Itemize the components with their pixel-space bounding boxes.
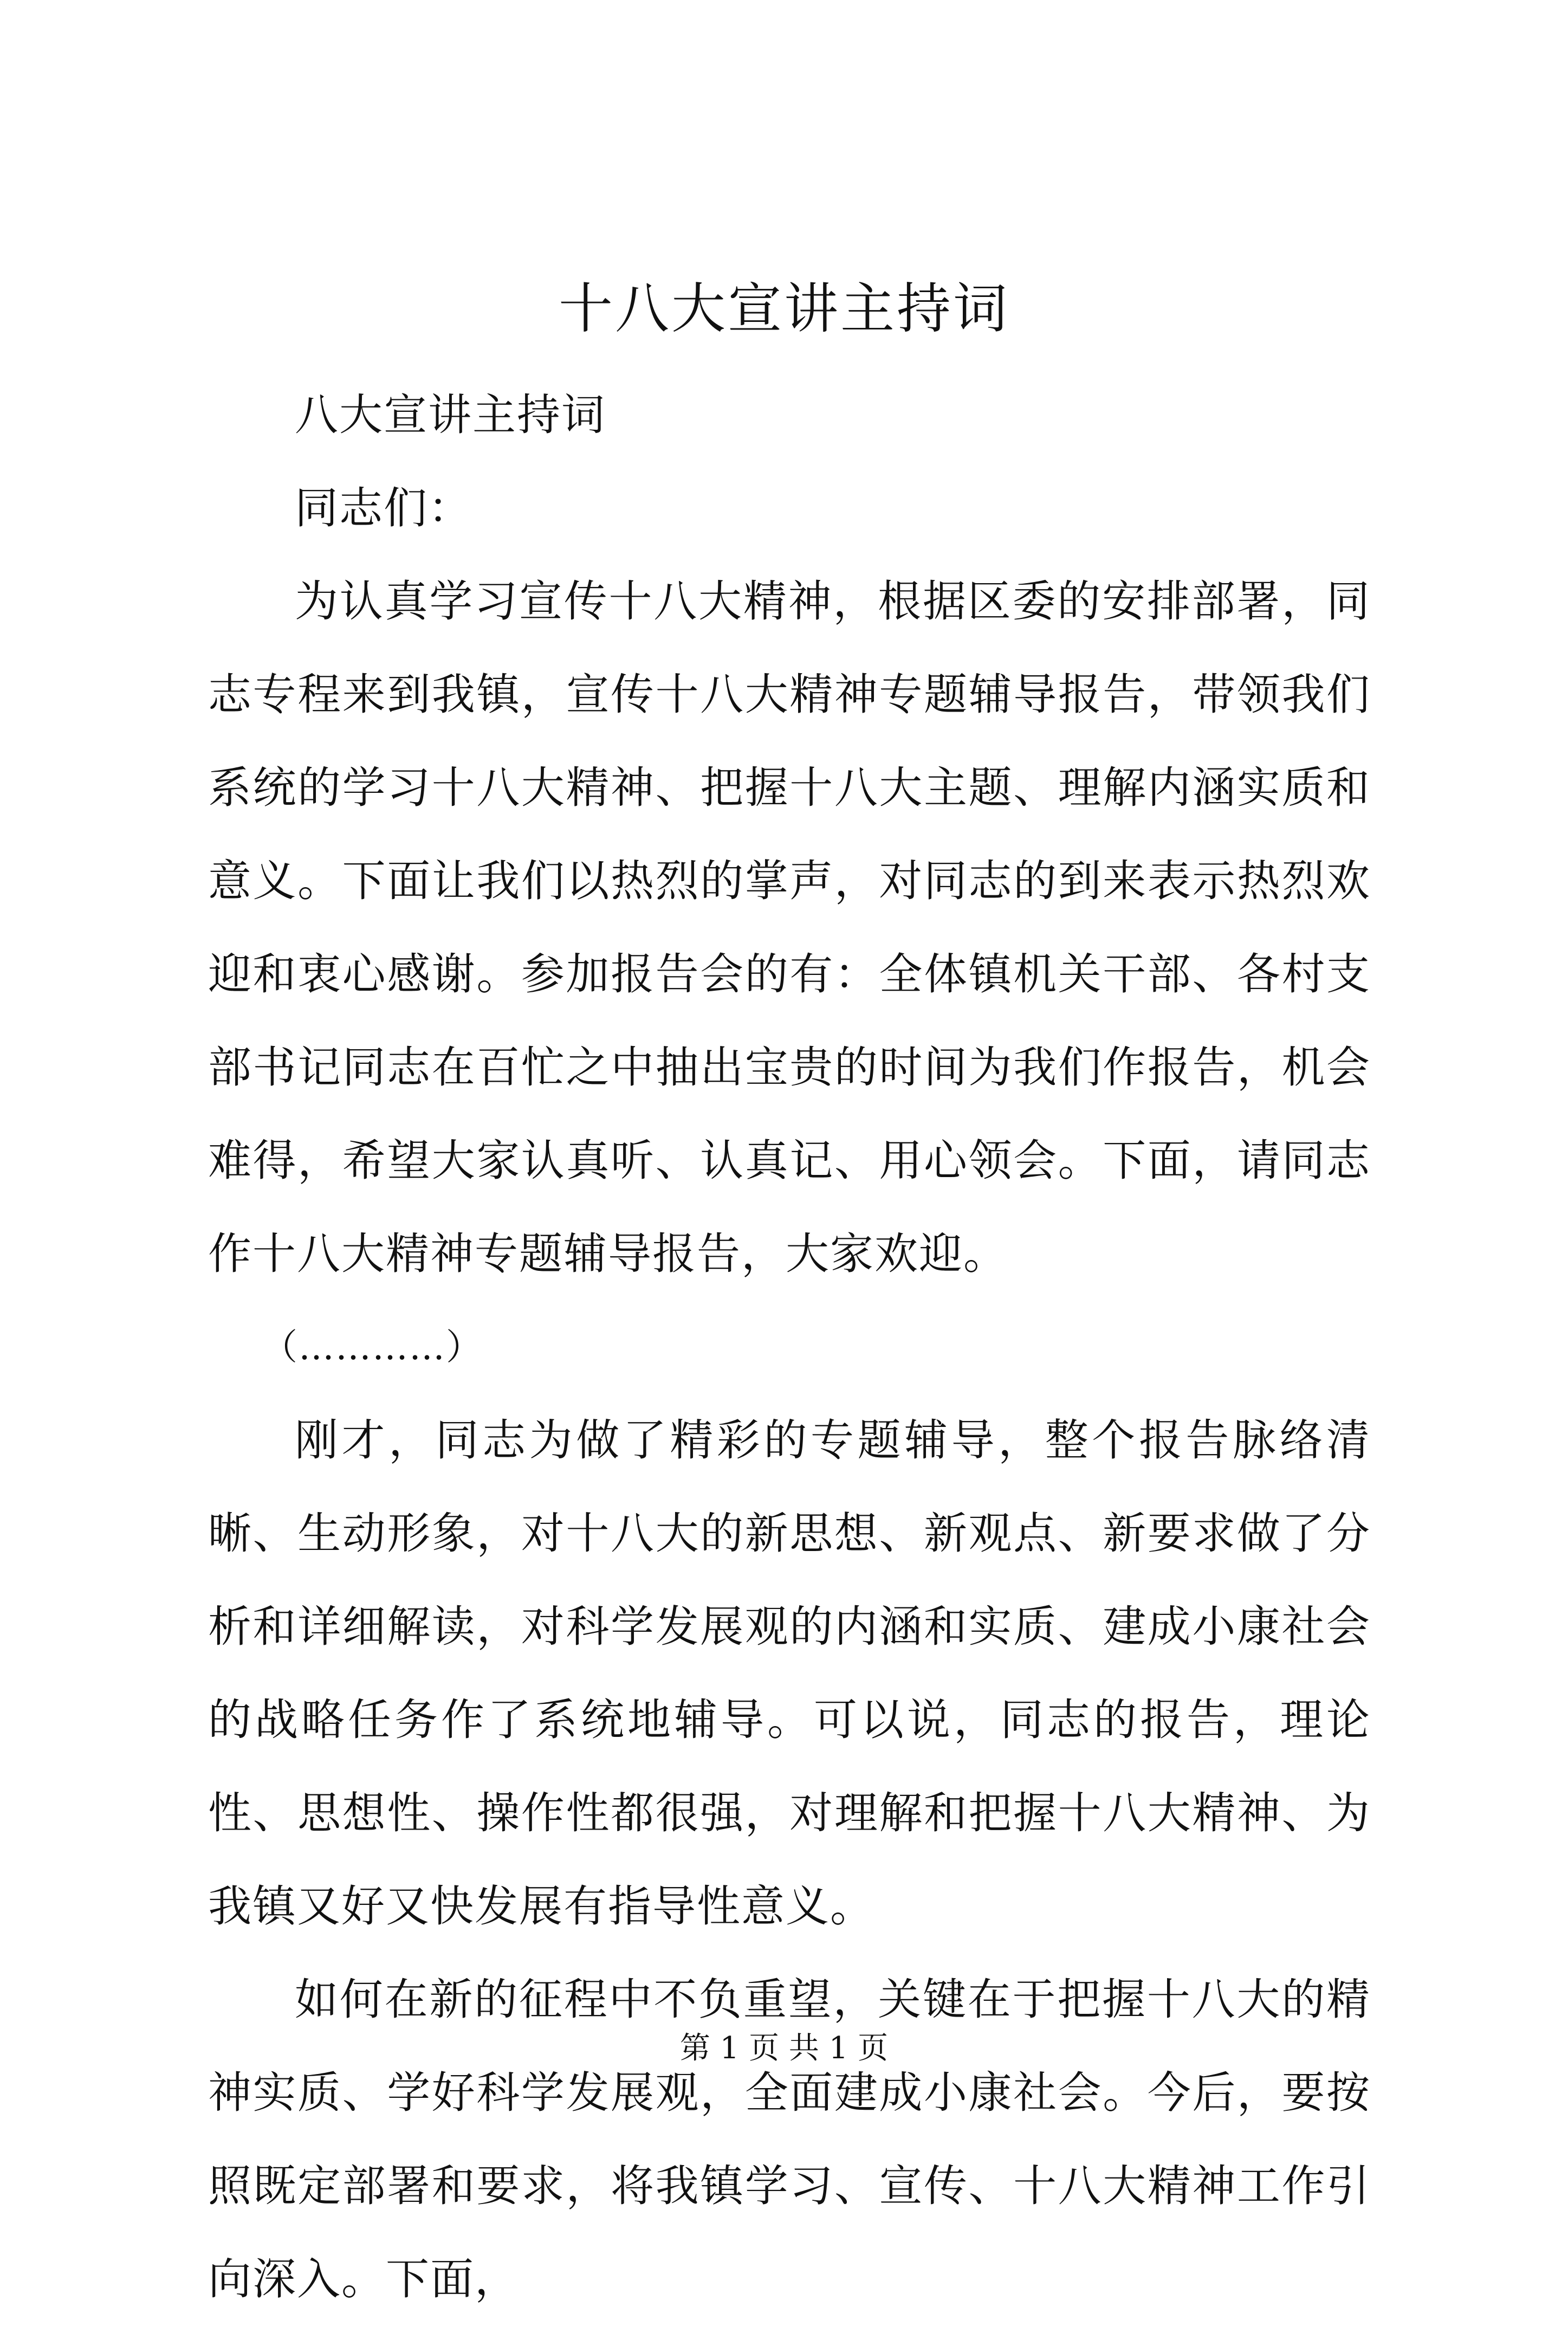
paragraph-subtitle: 八大宣讲主持词 — [295, 390, 606, 440]
paragraph-ellipsis: （…………） — [262, 1326, 483, 1368]
paragraph-closing: 如何在新的征程中不负重望，关键在于把握十八大的精神实质、学好科学发展观，全面建成小康社会。今后，要按照既定部署和要求，将我镇学习、宣传、十八大精神工作引向深入。下面， — [208, 1974, 1371, 2304]
paragraph-salutation: 同志们： — [295, 483, 472, 533]
paragraph-summary: 刚才，同志为做了精彩的专题辅导，整个报告脉络清晰、生动形象，对十八大的新思想、新观点、新要求做了分析和详细解读，对科学发展观的内涵和实质、建成小康社会的战略任务作了系统地辅导。可以说，同志的报告，理论性、思想性、操作性都很强，对理解和把握十八大精神、为我镇又好又快发展有指导性意义。 — [208, 1415, 1371, 1931]
document-title: 十八大宣讲主持词 — [559, 277, 1009, 340]
page-number-footer: 第 1 页 共 1 页 — [679, 2031, 889, 2066]
paragraph-opening: 为认真学习宣传十八大精神，根据区委的安排部署，同志专程来到我镇，宣传十八大精神专题辅导报告，带领我们系统的学习十八大精神、把握十八大主题、理解内涵实质和意义。下面让我们以热烈的掌声，对同志的到来表示热烈欢迎和衷心感谢。参加报告会的有：全体镇机关干部、各村支部书记同志在百忙之中抽出宝贵的时间为我们作报告，机会难得，希望大家认真听、认真记、用心领会。下面，请同志作十八大精神专题辅导报告，大家欢迎。 — [208, 576, 1371, 1279]
